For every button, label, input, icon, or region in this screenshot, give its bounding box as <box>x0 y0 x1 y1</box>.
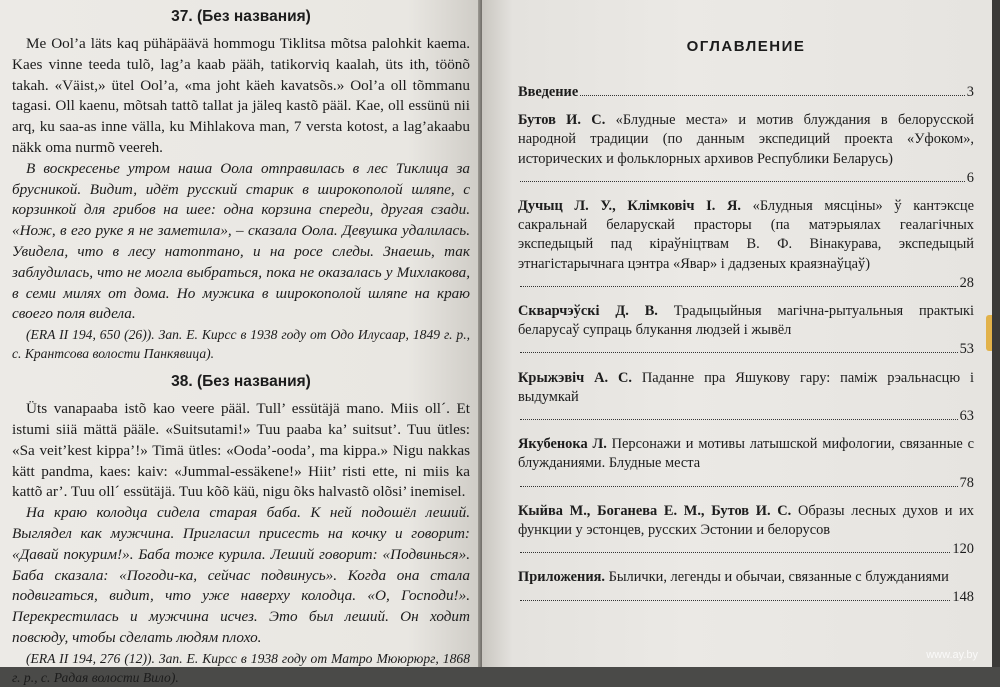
toc-entry-page: 6 <box>966 169 974 186</box>
page-edge <box>992 0 1000 667</box>
toc-entry-text: Образы лесных духов и их функции у эстонцев, русских Эстонии и белорусов <box>518 502 974 539</box>
toc-entry-page: 28 <box>959 274 974 291</box>
toc-entry-text: «Блудныя мясціны» ў кантэксце сакральнай беларускай прасторы (па матэрыялах геалагічных экспедыцый пад кіраўніцтвам В. Ф. Вінакурава, экспедыцый этнагістарычнага цэнтра «Явар» і дадзеных краязнаўцаў) <box>518 198 974 272</box>
dot-leader <box>520 181 965 182</box>
section-38-heading: 38. (Без названия) <box>171 373 311 391</box>
toc-entry-page: 53 <box>959 341 974 358</box>
toc-entry-page: 63 <box>959 408 974 425</box>
section-37-estonian-text: Me Ool’a läts kaq pühäpäävä hommogu Tiklitsa mõtsa palohkit kaema. Kaes vinne teeda tulõ, lag’a kaab pääh, tatikorviq kaalah, üts ith, töönõ takah. «Väist,» ütel Ool’a, «ma joht käeh kavatsõs.» Ool’a oll tõmmanu tagasi. Oll kaenu, mõtsah tattõ tallat ja jäleq kastõ pääl. Kae, oll essünü nii arq, ku saa-as inne välla, ku Mihlakova man, 7 versta kotost, a lag’akaabu näkk oma nurmõ veereh. <box>12 35 470 156</box>
right-page <box>482 0 992 667</box>
watermark: www.ay.by <box>926 649 978 661</box>
toc-entry-duchyts[interactable] <box>518 197 974 293</box>
toc-entry-author: Кыйва М., Боганева Е. М., Бутов И. С. <box>518 502 792 519</box>
toc-title: ОГЛАВЛЕНИЕ <box>686 38 806 55</box>
toc-entry-text: «Блудные места» и мотив блуждания в белорусской народной традиции (по данным экспедиций проекта «Уфоком», исторических и фольклорных архивов Республики Беларусь) <box>518 112 974 167</box>
section-37-heading: 37. (Без названия) <box>171 8 311 25</box>
toc-entry-author: Введение <box>518 84 579 100</box>
toc-entry-text: Персонажи и мотивы латышской мифологии, связанные с блужданиями. Блудные места <box>518 436 974 472</box>
dot-leader <box>580 95 965 96</box>
left-page <box>0 0 480 685</box>
toc-entry-text: Традыцыйныя магічна-рытуальныя практыкі беларусаў супраць блукання людзей і жывёл <box>518 303 974 339</box>
section-38-source: (ERA II 194, 276 (12)). Зап. Е. Кирсс в 1938 году от Матро Мююрюрг, 1868 г. р., с. Радая волости Вило). <box>12 650 470 685</box>
toc-entry-yakubenoka[interactable] <box>518 435 974 493</box>
toc-entry-text: Паданне пра Яшукову гару: паміж рэальнасцю і выдумкай <box>518 369 974 405</box>
toc-entry-page: 78 <box>959 474 974 491</box>
toc-entry-author: Скварчэўскі Д. В. <box>518 303 658 320</box>
toc-entry-author: Бутов И. С. <box>518 112 606 129</box>
toc-entry-author: Дучыц Л. У., Клімковіч І. Я. <box>518 198 741 215</box>
section-37-russian-text: В воскресенье утром наша Оола отправилась в лес Тиклица за брусникой. Видит, идёт русский старик в широкополой шляпе, с корзинкой для грибов на шее: одна корзина спереди, другая сзади. «Нож, в его руке я не заметила», – сказала Оола. Девушка удалилась. Увидела, что в лесу натоптано, и на росе следы. Знаешь, так заблудилась, что не могла выбраться, пока не оказалась у Михлакова, в семи милях от дома. Но мужика в широкополой шляпе на краю своего поля видела. <box>12 159 470 323</box>
toc-entry-kyiva[interactable] <box>518 502 974 560</box>
toc-entry-butov[interactable] <box>518 111 974 188</box>
toc-entry-intro[interactable] <box>518 83 974 102</box>
dot-leader <box>520 286 958 287</box>
toc-entry-skvarchevski[interactable] <box>518 302 974 360</box>
dot-leader <box>520 352 958 353</box>
toc-entry-page: 3 <box>966 84 974 100</box>
toc-entry-text: Былички, легенды и обычаи, связанные с блужданиями <box>608 569 949 586</box>
toc-entry-page: 148 <box>952 588 974 605</box>
toc-entry-author: Крыжэвіч А. С. <box>518 369 632 386</box>
section-38-russian-text: На краю колодца сидела старая баба. К ней подошёл леший. Выглядел как мужчина. Пригласил присесть на кочку и говорит: «Давай покурим!». Баба тоже курила. Леший говорит: «Подвинься». Баба сказала: «Погоди-ка, сейчас подвинусь». Когда она стала подвигаться, видит, что уже наверху колодца. «О, Господи!». Перекрестилась и мужчина исчез. Это был леший. Он ходит повсюду, чтобы сделать людям плохо. <box>12 504 470 646</box>
dot-leader <box>520 552 950 553</box>
toc-entry-author: Приложения. <box>518 569 605 586</box>
toc-entry-appendix[interactable] <box>518 568 974 606</box>
section-37-source: (ERA II 194, 650 (26)). Зап. Е. Кирсс в 1938 году от Одо Илусаар, 1849 г. р., с. Крантсова волости Панкявица). <box>12 327 470 362</box>
toc-entry-kryzhevich[interactable] <box>518 369 974 427</box>
dot-leader <box>520 419 958 420</box>
toc-entry-author: Якубенока Л. <box>518 436 607 453</box>
dot-leader <box>520 486 958 487</box>
toc-entry-page: 120 <box>952 541 974 558</box>
dot-leader <box>520 600 950 601</box>
section-38-estonian-text: Üts vanapaaba istõ kao veere pääl. Tull’ essütäjä mano. Miis oll´. Et istumi siiä mättä pääle. «Suitsutami!» Tuu paaba ka’ suitsut’. Tuu ütles: «Sa veit’kest kippa’!» Timä ütles: «Ooda’-ooda’, ma kippa.» Nigu nakkas kätt pandma, kaes: kaiv: «Jummal-essäkene!» Hiit’ risti ette, ni miis ka kattõ ar’. Tuu oll´ essütäjä. Tuu kõõ käü, nigu õks halvastõ olõsi’ inemisel. <box>12 400 470 501</box>
